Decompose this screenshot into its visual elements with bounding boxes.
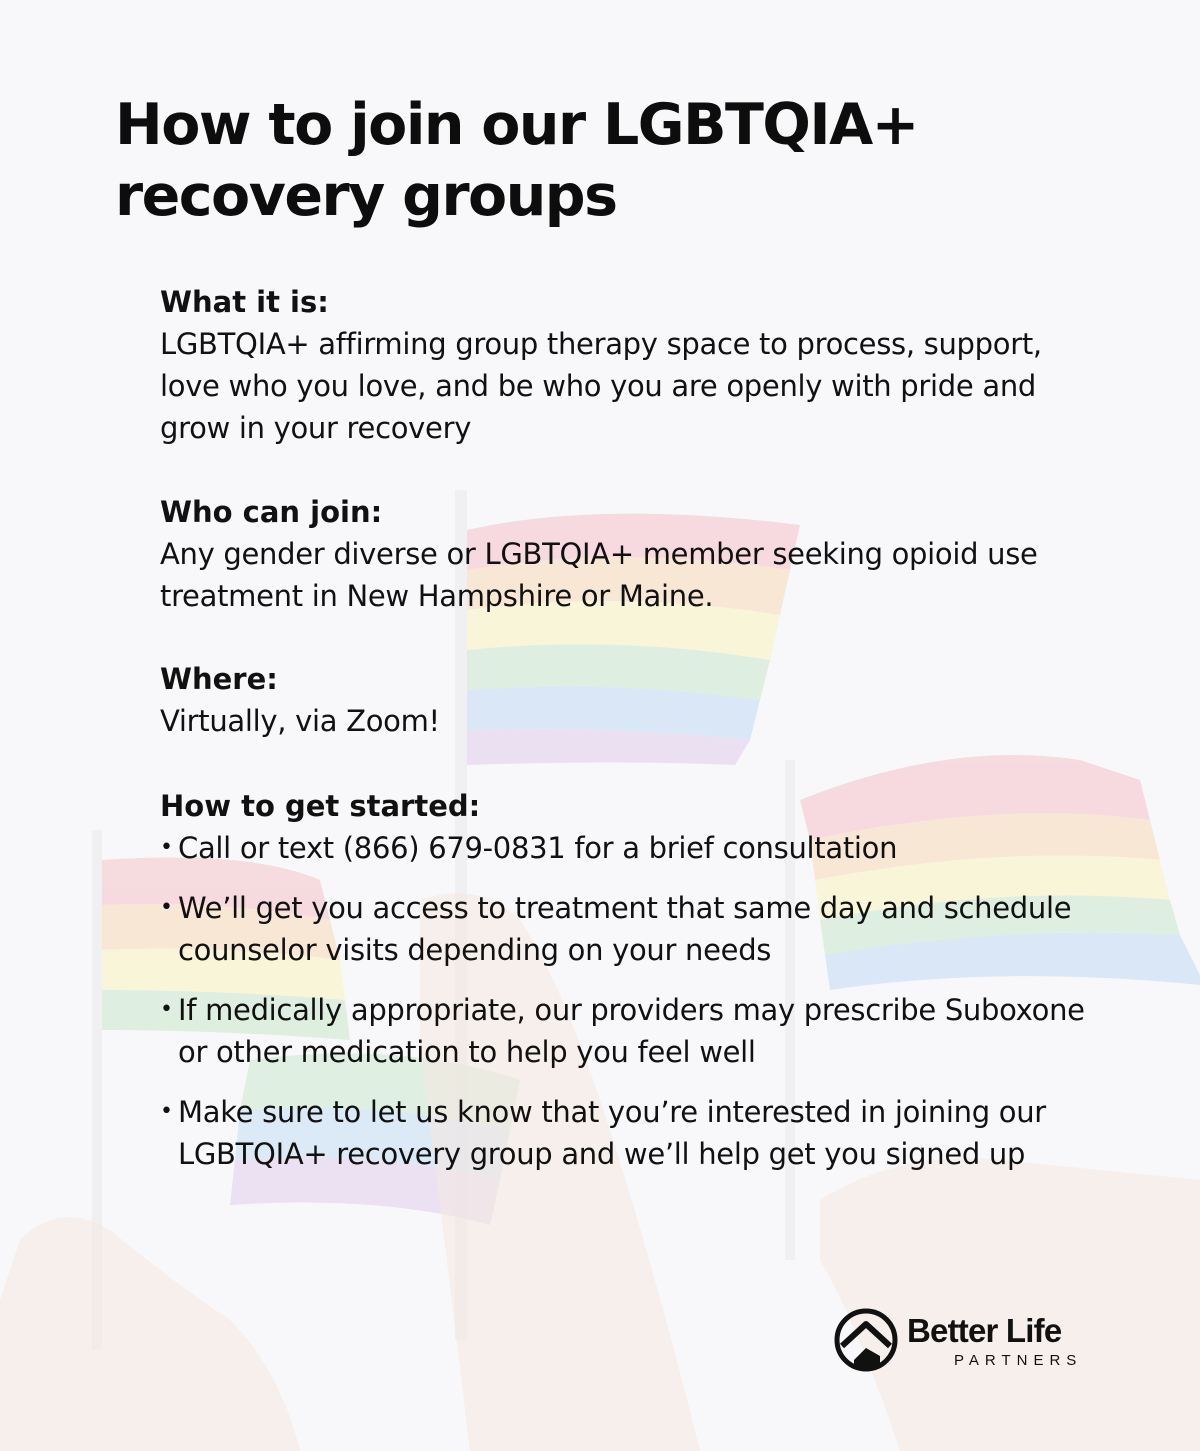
section-who-can-join (160, 491, 1120, 617)
section-how-to-get-started (160, 785, 1120, 1193)
list-item (160, 1091, 1098, 1175)
section-where (160, 658, 1120, 742)
step-text: Make sure to let us know that you’re interested in joining our LGBTQIA+ recovery group and we’ll help get you signed up (178, 1095, 1046, 1171)
bullet-icon: • (160, 835, 173, 860)
list-item (160, 827, 1098, 869)
list-item (160, 887, 1098, 971)
step-text: Call or text (866) 679-0831 for a brief consultation (178, 831, 898, 865)
section-what-it-is (160, 281, 1120, 449)
page-title: How to join our LGBTQIA+ recovery groups (115, 92, 918, 229)
better-life-partners-logo (832, 1306, 1092, 1378)
logo-name: Better Life (907, 1312, 1062, 1349)
house-circle-logo-icon (832, 1306, 900, 1374)
section-body: LGBTQIA+ affirming group therapy space to process, support, love who you love, and be who you are openly with pride and grow in your recovery (160, 327, 1042, 445)
section-body: Virtually, via Zoom! (160, 704, 440, 738)
bullet-icon: • (160, 997, 173, 1022)
step-text: If medically appropriate, our providers may prescribe Suboxone or other medication to help you feel well (178, 993, 1085, 1069)
bullet-icon: • (160, 895, 173, 920)
steps-list (160, 827, 1120, 1175)
step-text: We’ll get you access to treatment that same day and schedule counselor visits depending on your needs (178, 891, 1072, 967)
section-label: Who can join: (160, 495, 383, 529)
section-label: How to get started: (160, 789, 481, 823)
bullet-icon: • (160, 1099, 173, 1124)
section-label: What it is: (160, 285, 329, 319)
section-label: Where: (160, 662, 278, 696)
list-item (160, 989, 1098, 1073)
logo-tagline: PARTNERS (954, 1352, 1083, 1369)
section-body: Any gender diverse or LGBTQIA+ member seeking opioid use treatment in New Hampshire or Maine. (160, 537, 1038, 613)
